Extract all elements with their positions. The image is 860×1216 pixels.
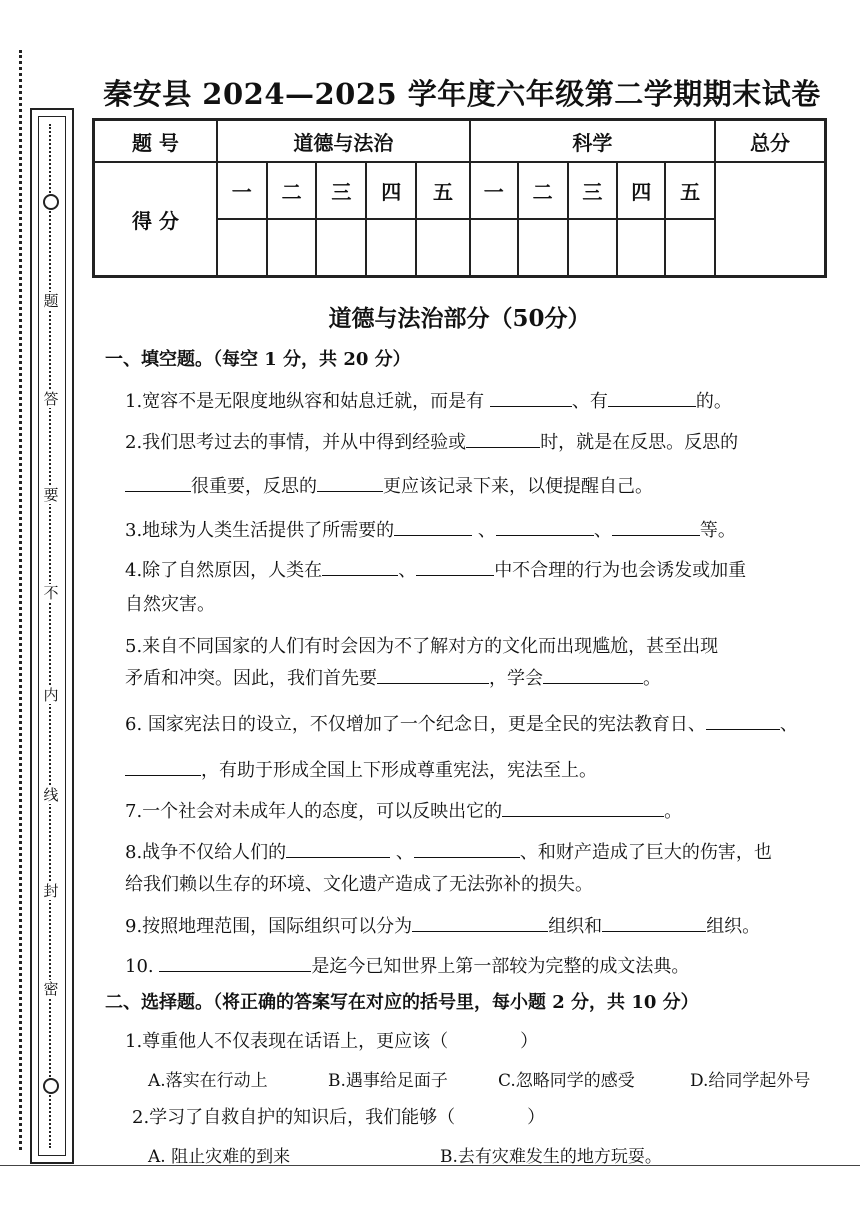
col-header: 四 [617,162,665,219]
part1-heading: 一、填空题。（每空 1 分，共 20 分） [105,349,411,370]
question-4-cont: 自然灾害。 [125,594,215,615]
answer-blank[interactable] [612,534,700,536]
score-cell[interactable] [617,219,665,277]
choice-question-2: 2.学习了自救自护的知识后，我们能够（ ） [132,1107,546,1128]
answer-blank[interactable] [706,728,780,730]
part2-heading: 二、选择题。（将正确的答案写在对应的括号里，每小题 2 分，共 10 分） [105,992,699,1013]
col-header: 五 [665,162,715,219]
score-cell[interactable] [518,219,568,277]
answer-blank[interactable] [608,405,696,407]
binding-hole-icon [43,1078,59,1094]
question-8-cont: 给我们赖以生存的环境、文化遗产造成了无法弥补的损失。 [125,874,593,895]
answer-blank[interactable] [412,930,548,932]
col-header: 二 [518,162,568,219]
question-2-cont: 很重要，反思的 更应该记录下来，以便提醒自己。 [125,472,653,498]
score-cell[interactable] [267,219,317,277]
choice-question-1: 1.尊重他人不仅表现在话语上，更应该（ ） [125,1031,539,1052]
question-1: 1.宽容不是无限度地纵容和姑息迁就，而是有 、有 的。 [125,391,732,412]
section-title: 道德与法治部分（50分） [328,305,591,332]
answer-blank[interactable] [322,574,398,576]
col-header: 四 [366,162,416,219]
question-5-cont: 矛盾和冲突。因此，我们首先要 ，学会 。 [125,668,661,689]
subject-morality-header: 道德与法治 [217,120,470,163]
subject-science-header: 科学 [470,120,715,163]
score-cell[interactable] [470,219,518,277]
question-8: 8.战争不仅给人们的 、 、和财产造成了巨大的伤害，也 [125,842,772,863]
binding-char: 密 [39,980,63,998]
score-table [92,118,827,278]
answer-blank[interactable] [125,774,201,776]
row-label-number: 题 号 [94,120,217,163]
binding-char: 题 [39,292,63,310]
choice-option[interactable]: A. 阻止灾难的到来 [148,1147,291,1167]
question-5: 5.来自不同国家的人们有时会因为不了解对方的文化而出现尴尬，甚至出现 [125,636,719,657]
answer-blank[interactable] [159,970,311,972]
col-header: 二 [267,162,317,219]
question-7: 7.一个社会对未成年人的态度，可以反映出它的 。 [125,801,683,822]
question-6-cont: ，有助于形成全国上下形成尊重宪法，宪法至上。 [125,756,597,782]
total-header: 总分 [715,120,826,163]
choice-option[interactable]: A.落实在行动上 [148,1071,268,1091]
choice-option[interactable]: B.去有灾难发生的地方玩耍。 [440,1147,662,1167]
score-cell[interactable] [316,219,366,277]
score-cell[interactable] [416,219,470,277]
answer-blank[interactable] [502,815,664,817]
answer-blank[interactable] [377,682,489,684]
binding-dotted-line [19,50,22,1150]
binding-char: 要 [39,486,63,504]
col-header: 三 [568,162,618,219]
answer-blank[interactable] [602,930,706,932]
answer-blank[interactable] [286,856,390,858]
answer-blank[interactable] [490,405,572,407]
exam-title: 秦安县 2024—2025 学年度六年级第二学期期末试卷 [103,77,821,111]
question-10: 10. 是迄今已知世界上第一部较为完整的成文法典。 [125,956,690,977]
answer-blank[interactable] [496,534,594,536]
page-bottom-edge [0,1165,860,1166]
binding-char: 线 [39,786,63,804]
answer-blank[interactable] [317,490,383,492]
col-header: 五 [416,162,470,219]
row-label-score: 得 分 [94,162,217,277]
question-6: 6. 国家宪法日的设立，不仅增加了一个纪念日，更是全民的宪法教育日、 、 [125,714,798,735]
binding-char: 答 [39,390,63,408]
binding-hole-icon [43,194,59,210]
answer-blank[interactable] [125,490,191,492]
col-header: 一 [217,162,267,219]
total-score-cell[interactable] [715,162,826,277]
binding-char: 不 [39,584,63,602]
choice-option[interactable]: B.遇事给足面子 [328,1071,448,1091]
answer-blank[interactable] [416,574,494,576]
score-cell[interactable] [366,219,416,277]
question-4: 4.除了自然原因，人类在 、 中不合理的行为也会诱发或加重 [125,560,747,581]
question-9: 9.按照地理范围，国际组织可以分为 组织和 组织。 [125,916,761,937]
col-header: 三 [316,162,366,219]
binding-margin [30,108,74,1164]
answer-blank[interactable] [466,446,540,448]
col-header: 一 [470,162,518,219]
question-2: 2.我们思考过去的事情，并从中得到经验或 时，就是在反思。反思的 [125,432,739,453]
binding-char: 封 [39,882,63,900]
answer-blank[interactable] [543,682,643,684]
answer-blank[interactable] [414,856,520,858]
binding-char: 内 [39,686,63,704]
score-cell[interactable] [568,219,618,277]
choice-option[interactable]: D.给同学起外号 [690,1071,811,1091]
score-cell[interactable] [665,219,715,277]
answer-blank[interactable] [394,534,472,536]
question-3: 3.地球为人类生活提供了所需要的 、 、 等。 [125,520,736,541]
choice-option[interactable]: C.忽略同学的感受 [498,1071,635,1091]
score-cell[interactable] [217,219,267,277]
